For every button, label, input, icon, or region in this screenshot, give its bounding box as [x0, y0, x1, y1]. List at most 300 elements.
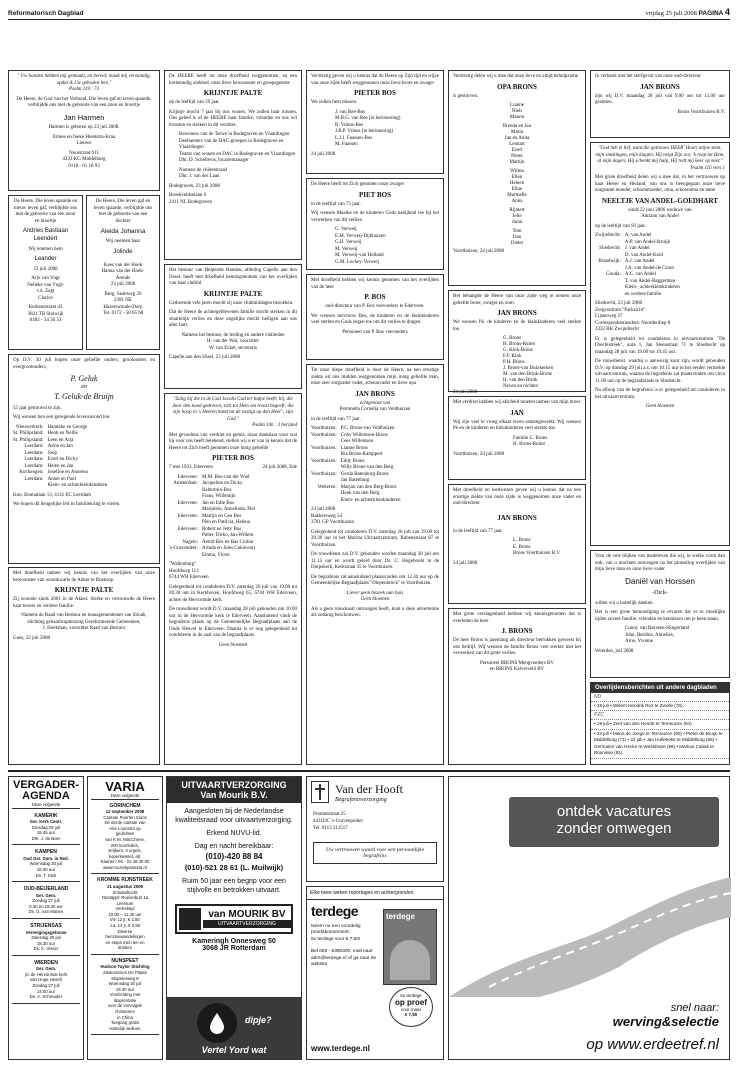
notice-text: De HEERE heeft tot onze droefheid weggenomen, na een kortstondig ziekbed, onze lieve bewoonster en groepsgenote — [169, 74, 297, 86]
ad-line: Erkend NUVU-lid. — [206, 829, 262, 837]
agenda-line: Oud Ger. Gem. in Ned. — [23, 855, 69, 861]
family-place: Leerdam: — [24, 463, 44, 469]
agenda-line: 10.00 – 11.30 uur — [108, 911, 142, 917]
body: De heer Brons is jarenlang als directeur betrokken geweest bij ons bedrijf. Wij wensen de familie Brons veel sterkte met het verwerken van dit grote verlies. — [453, 638, 581, 657]
place-date: Woerden, juli 2008 — [595, 648, 634, 654]
family-place: Amsterdam: — [173, 481, 198, 487]
ad-header — [307, 777, 443, 807]
family-name: Jan Batenburg — [340, 478, 370, 484]
spouse-name: Petronella Cornelia van Veldhuizen — [339, 407, 411, 413]
ad-address — [307, 807, 443, 836]
family-name: A.P. van Andel-Struijk — [624, 239, 671, 245]
address-line: 3821 TB Stolwijk — [27, 311, 64, 317]
call-intro: Wij noemen hem — [28, 246, 63, 252]
varia-title: VARIA — [105, 779, 145, 794]
notice-text: Met grote verslagenheid hebben wij kennisgenomen dat is overleden de heer — [453, 612, 581, 624]
agenda-line: Ds. G. van Manen — [28, 909, 64, 915]
family-name: Pien en Patricia, Helena — [201, 520, 250, 526]
signature: Brons Voorthuizen B.V. — [677, 109, 725, 115]
address — [13, 151, 155, 171]
ad-subtitle: Van Mourik B.V. — [200, 790, 268, 800]
bottom-divider — [8, 770, 730, 772]
address-line: 2411 NL Bodegraven — [169, 199, 212, 205]
drop-icon — [197, 1003, 237, 1043]
obituary-siloah — [8, 567, 160, 765]
signatures — [453, 436, 581, 449]
family-place: Zwijndrecht: — [595, 233, 621, 239]
meeting-agenda — [8, 776, 84, 1060]
list-line: Evert — [511, 148, 523, 154]
address-line: Broekveldselaan 6 — [169, 193, 207, 199]
spouse-intro: echtgenoot van — [359, 400, 391, 406]
sign-line: H. Brons-Ruiter — [513, 442, 546, 448]
list-line: P.H. Brons — [503, 360, 525, 366]
family-place: Ederveen: — [177, 474, 198, 480]
ad-body — [307, 922, 385, 971]
agenda-line: (in de Hervormde kerk — [24, 971, 68, 977]
agenda-sub: Deze volgende — [12, 802, 80, 809]
obituary-j-brons-staff — [448, 608, 586, 765]
sign-line: Bewoners van de Tarwe in Bodegraven en Vlaardingen — [179, 132, 290, 138]
family-name: J. van Andel — [624, 246, 650, 252]
agenda-place: KROMME RIJNSTREEK — [97, 877, 153, 884]
family-name: Marjolein, Annelinda, Piet — [201, 507, 255, 513]
family-name: Jacquelien en Dicky — [201, 481, 243, 487]
call-name: Jolinde — [113, 248, 133, 255]
family-line: E. Brons — [513, 544, 531, 550]
list-line: Rijmert — [509, 208, 525, 214]
family-line: M. Verweij — [335, 246, 358, 252]
erdee-url[interactable]: op www.erdeetref.nl — [586, 1036, 719, 1053]
info — [595, 301, 725, 334]
body-2: De rouwdienst zal D.V. gehouden worden maandag 28 juli om 11.15 uur en wordt geleid door Ds. C. Hogeboom in de Dorpskerk, Kerkstraat 35 te Voorthuizen. — [311, 552, 439, 571]
sign-line: Namens de cliëntenraad — [179, 167, 228, 173]
family-line: Hanna van der Hoek- — [101, 269, 145, 275]
family — [453, 336, 581, 390]
family-name: M.M. Bos-van der Wiel — [201, 474, 250, 480]
husband: Adriaan van Andel — [641, 214, 679, 220]
address-line: Tel. 0172 - 58 65 68 — [102, 311, 144, 317]
agenda-line: Diverse — [117, 928, 133, 934]
obituary-jan — [448, 396, 586, 480]
list-line: Jaran — [511, 220, 523, 226]
ad-footer — [167, 997, 301, 1059]
family-table — [311, 426, 400, 504]
body: Gelegenheid tot condoleren D.V. zaterdag 26 juli van 19.00 tot 20.30 uur in Kerkhoven, Hoofdweg 65, 6744 WH Ederveen, achter de Hervormde kerk. — [169, 584, 297, 603]
family-place: Leerdam: — [24, 476, 44, 482]
agenda-line: Leersum — [116, 900, 134, 906]
overview-item: • 19 juli • Willem Hendrik Ros te Zwolle (76). — [591, 702, 729, 711]
bible-ref: Psalm 116 vers 1 — [690, 165, 725, 171]
thanks-van-horssen — [590, 550, 730, 678]
bible-quote: " Uw handen hebben mij gemaakt, en bereid; maak mij verstandig, opdat ik Uw geboden lere." — [17, 74, 151, 86]
list-line: Ellen — [511, 175, 523, 181]
body-2: De rouwdienst, waarbij u aanwezig kunt zijn, wordt gehouden D.V. op dinsdag 29 juli a.s. om 10.15 uur in het eerder vermelde uitvaartcentrum, waarna de begrafenis zal plaatsvinden om circa 11.00 uur op de begraafplaats te Sliedrecht. — [595, 359, 725, 384]
deceased-name: JAN BRONS — [497, 309, 537, 317]
sign-line: Teams van wonen en DAC in Bodegraven en Vlaardingen — [179, 151, 296, 157]
family-name: Klein- en achterkleinkinderen — [340, 497, 401, 503]
agenda-line: over de vervolgde — [107, 1003, 143, 1009]
list-line: Jan en Anita — [504, 136, 530, 142]
agenda-line: Schuiteftocht — [112, 889, 138, 895]
list-line: Jelle — [512, 214, 522, 220]
ad-line: 6x terdege voor € 7,50! — [311, 936, 361, 942]
agenda-line: christenen — [115, 1009, 135, 1014]
family-name: Evert en Dicky — [47, 457, 78, 463]
ad-call: Dag en nacht bereikbaar: — [194, 843, 274, 851]
list-line: Sliedrecht, 23 juli 2008 — [595, 301, 642, 307]
agenda-item — [12, 960, 80, 1004]
agenda-line: Kaarten: 06 - 22 48 30 80 — [100, 859, 150, 865]
body-3: De begrafenis zal aansluitend plaatsvinden om 12.30 uur op de Gemeentelijke Begraafplaats "Diepenbrock" te Voorthuizen. — [311, 574, 439, 587]
family-line: G.M. Lockey-Verweij — [335, 259, 380, 265]
address-line: 0118 - 61 18 93 — [68, 163, 100, 169]
bible-ref: Psalm 119 : 73 — [68, 87, 100, 92]
family-place: Ederveen: — [177, 513, 198, 519]
address-line: Hoofdweg 113 — [169, 568, 199, 574]
deceased-name: JAN — [510, 408, 524, 417]
notice-text: De Heere, de God van het Verbond, Die leven gaf en leven spaarde, verblijdde ons met de geboorte van een zoon en broertje — [16, 96, 152, 108]
ad-title: UITVAARTVERZORGING — [181, 780, 287, 790]
agenda-place: WIERDEN — [34, 959, 58, 966]
list-line: Eline — [511, 187, 523, 193]
closing-notice-brons — [590, 70, 730, 138]
agenda-line: Ger. Gem. — [35, 892, 57, 898]
sign-1: Namens de Raad van Bestuur en managementteam van Siloah, stichting gehandicaptenzorg Gereformeerde Gemeenten, — [21, 613, 147, 625]
obituary-palte-tarwe — [164, 70, 302, 260]
age: in de leeftijd van 77 jaar. — [453, 528, 503, 534]
deceased-name: P. BOS — [364, 293, 386, 301]
agenda-place: NUNSPEET — [111, 957, 139, 964]
notice-text: Het bestuur van Helpende Handen, afdeling Capelle aan den IJssel, heeft met droefheid kennisgenomen van het overlijden van haar clublid — [169, 268, 297, 286]
list-line: Martnelle — [507, 193, 527, 199]
family-line: Arends — [115, 275, 131, 281]
agenda-line: Woensdag 30 juli — [29, 861, 63, 867]
logo-text — [203, 909, 291, 928]
body: Wij wensen Maaike en de kinderen Gods nabijheid toe bij het verwerken van dit verlies. — [311, 211, 439, 223]
family-place: Ederveen: — [177, 526, 198, 532]
company-name: Van der Hooft — [335, 781, 403, 796]
notice-text: Voor de vele blijken van medeleven die wij, in welke vorm dan ook, van u mochten ontvangen na het plotseling overlijden van mijn lieve man en onze lieve vader — [595, 554, 725, 572]
dead: is gestorven. — [453, 93, 479, 99]
obituary-piet-bos — [306, 178, 444, 270]
family-line: E.M. Verweij-Dijkhuizen — [335, 233, 386, 239]
obituary-palte-helpende-handen — [164, 264, 302, 389]
list-line: Niels — [511, 109, 523, 115]
deceased-name: KRIJNTJE PALTE — [54, 586, 114, 594]
body-2: Dat de Heere de achtergeblevenen familie mocht sterken in dit smartelijk verlies en deze ongelijke mocht heiligen aan ons aller hart. — [169, 310, 297, 329]
overview-title: Overlijdensberichten uit andere dagbladen — [591, 683, 729, 693]
sign-line: Dhr. D. Schellevis, locatiemanager — [179, 158, 249, 164]
body: Krijntje mocht 7 jaar bij ons wonen. We zullen haar missen. Ons gebed is of de HEERE haar familie, vrienden en ons wil troosten en sterken in dit verdriet. — [169, 109, 297, 128]
name-1: P. Geluk — [70, 374, 98, 383]
family-name: Jan en Edie Bos — [201, 500, 235, 506]
badge-line: voor maar — [400, 1007, 422, 1012]
deceased-name: PIETER BOS — [212, 454, 254, 462]
birth-date: 23 juli 2008 — [110, 282, 136, 288]
years: 55 jaar getrouwd te zijn. — [13, 405, 62, 411]
headline-1: ontdek vacatures — [556, 803, 672, 820]
child-name: Andries Bastiaan Leendert — [22, 228, 69, 242]
thanks: willen wij u hartelijk danken. — [595, 600, 654, 606]
agenda-line: Ds. T. Klok — [35, 872, 57, 878]
agenda-item — [91, 803, 159, 875]
child-name: Jan Harmen — [63, 112, 105, 122]
family-place: Voorthuizen: — [311, 445, 337, 451]
family-place: Voorthuizen: — [311, 471, 337, 477]
agenda-line: Woensdag 30 juli — [108, 981, 142, 987]
list-line: Dan — [512, 235, 522, 241]
family-name: Henk van den Berg — [340, 491, 380, 497]
place-date: Voorthuizen, 24 juli 2008 — [453, 451, 505, 457]
family-name: Willy Brons-van den Berg — [340, 465, 394, 471]
family-line: B. Vriens-Bos — [335, 122, 364, 128]
badge-line: € 7,50 — [404, 1012, 418, 1017]
family-row — [169, 481, 255, 488]
family-place: Sliedrecht: — [599, 246, 621, 252]
agenda-line: Dinsdag 29 juli — [31, 824, 61, 830]
body: Gedurende vele jaren mocht zij onze clubmiddagen bezoeken. — [169, 300, 294, 306]
family-line: Kees van der Hoek — [103, 262, 143, 268]
magazine-cover — [383, 909, 437, 985]
list-line: Lianne — [510, 103, 524, 109]
agenda-line: Hartelijk welkom — [109, 1025, 141, 1031]
widow-intro: sinds 22 juni 2006 weduwe van — [628, 207, 692, 213]
family-name: Klein-, achterkleinkinderen — [624, 285, 680, 291]
family — [311, 110, 439, 149]
section-pzc: PZC — [591, 711, 729, 720]
body: Zij woonde sinds 2001 in de Akker. Sterke en vertrouwde de Heere haar broers en verdere familie. — [13, 597, 155, 609]
obituary-neeltje — [590, 142, 730, 546]
ad-logo — [175, 904, 293, 934]
born: 7 mei 1933, Ederveen — [169, 465, 213, 471]
varia-sub: Deze volgende — [91, 793, 159, 800]
agenda-item — [12, 849, 80, 882]
sign-line: H. van der Wal, voorzitter — [207, 339, 259, 345]
family-line: Conny van Horssen-Slingerland — [625, 626, 690, 632]
agenda-line: 21 augustus 2008 — [107, 883, 143, 889]
miss: We zullen hem missen. — [311, 100, 358, 106]
family-name: Arinda en Jules Cukiewart — [201, 546, 256, 552]
logo-name: van MOURIK BV — [208, 909, 286, 921]
agenda-line: 19.30 uur — [36, 867, 56, 873]
family-place: Ederveen: — [177, 500, 198, 506]
family-name: P.C. Brons-van Veldhuizen — [340, 426, 395, 432]
agenda-line: drinken — [117, 945, 133, 951]
obituary-jan-brons-company — [448, 484, 586, 604]
family-name: Annet en Paul — [47, 476, 76, 482]
agenda-place: GORINCHEM — [109, 802, 141, 809]
notice-text: De Heere, Die leven spaarde en nieuw leven gaf, verblijdde ons met de geboorte van een zoon en broertje — [13, 199, 78, 224]
ad-body — [167, 803, 301, 900]
family-place: Wekeren: — [317, 484, 337, 490]
address-line: Hazerswoude-Dorp — [103, 304, 143, 310]
ad-phone-1: (010)-420 88 84 — [205, 851, 263, 861]
list-line: Lijsterweg 27 — [595, 314, 623, 320]
agenda-line: Opstappl: Roeienburt 1a — [101, 895, 149, 901]
family-name: Martijn en Gea Bos — [201, 513, 242, 519]
address-line: 2391 NE — [114, 298, 132, 304]
and: en — [81, 384, 87, 391]
ad-phone-2: (010)-521 28 61 (L. Muilwijk) — [184, 862, 284, 872]
grandchildren — [453, 103, 581, 247]
ad-van-der-hooft — [306, 776, 444, 882]
address-line: 4333 KG Middelburg — [62, 157, 106, 163]
died: 24 juli 2008, Ede — [262, 465, 297, 471]
list-line: Pieter — [511, 154, 523, 160]
family-line: L. Brons — [513, 538, 531, 544]
body-2: De rouwdienst wordt D.V. maandag 28 juli gehouden om 10.00 uur in de Hervormde kerk te Ederveen. Aansluitend vindt de begrafenis plaats op de Gemeentelijke Begraafplaats aan de Oude Heuvel te Ederveen. Daarna is er nog gelegenheid tot condoleren in de zaal van de begraafplaats. — [169, 607, 297, 639]
family-name: Adrie en Jan — [47, 444, 73, 450]
sign-line: W. van Eckel, secretaris — [209, 345, 257, 351]
family-line: Brons Voorthuizen B.V. — [513, 551, 561, 557]
agenda-place: KAMERIK — [34, 812, 58, 819]
dipje-text: dipje? — [245, 1015, 272, 1025]
list-line: Maria — [511, 130, 523, 136]
agenda-line: Vertrektijd — [115, 906, 135, 912]
date: 24 juli 2008 — [311, 151, 336, 157]
agenda-line: Dhr. J. de Boer — [31, 835, 61, 841]
badge-line: op proef — [395, 998, 427, 1007]
call-intro: Wij noemen haar — [105, 239, 141, 245]
other-papers-overview — [590, 682, 730, 765]
agenda-line: Zondag 27 juli — [32, 983, 60, 989]
list-line: Dieter — [510, 241, 524, 247]
deceased-name: JAN BRONS — [640, 82, 680, 91]
list-line: Neven en nichten — [503, 384, 538, 390]
family-name: J.A. van Andel-de Groot — [624, 265, 674, 271]
ad-van-mourik — [166, 776, 302, 1060]
address-line: "Wallenburg" — [169, 562, 197, 568]
body-3: Na afloop van de begrafenis is er gelegenheid tot condoleren in het uitvaartcentrum. — [595, 388, 725, 400]
sign-2: J. Hoekman, voorzitter Raad van Bestuur — [42, 626, 126, 632]
place-date: Goes, 22 juli 2008 — [13, 635, 50, 641]
request: Liever geen bezoek aan huis — [346, 590, 404, 596]
agenda-line: 12 september 2008 — [105, 809, 145, 815]
agenda-line: Ds. A. Schreuder — [29, 994, 63, 1000]
agenda-place: STRIJENSAS — [30, 923, 62, 930]
agenda-line: Arie Loonstra op — [109, 825, 141, 831]
child-name: Aleida Johanna — [100, 228, 146, 235]
notice-text: Met droefheid hebben wij kennis genomen van het overlijden van de heer — [311, 278, 439, 290]
agenda-line: diaprentatie — [113, 997, 137, 1003]
notice-text: Met droefheid namen wij kennis van het overlijden van onze bewoonster van woonlocatie de Akker te Boskoop — [13, 571, 155, 583]
call-name: Leander — [34, 256, 57, 263]
list-line: M. van den Brink-Brons — [503, 372, 552, 378]
deceased-name: JAN BRONS — [497, 513, 537, 522]
birth-notice-jan-harmen — [8, 70, 160, 191]
family-line: M. Verweij-van Holland — [335, 253, 384, 259]
birth-notice-andries — [8, 195, 83, 350]
family — [13, 276, 78, 302]
family-name: en verdere familie — [624, 291, 662, 297]
obituary-pieter-bos-siblings — [306, 70, 444, 174]
obituary-jan-brons-siblings — [448, 290, 586, 396]
family-line: John, Berdine, Annelies, — [625, 632, 675, 638]
ad-terdege — [306, 886, 444, 1060]
family-line: M. Faassen — [335, 142, 358, 148]
list-line: Brenda en Jan — [502, 124, 532, 130]
bible-quote: "God heb ik lief, want die getrouwe HEER' Hoort mijne stem, mijn smekingen, mijn klagen; Hij neigt Zijn oor, 'k roep tot Hem, al mijn dagen; Hij schenkt mij hulp, Hij redt mij keer op keer." — [595, 146, 725, 164]
body: Het is een grote bemoediging te ervaren dat er in moeilijke tijden zoveel familie, vrienden en kennissen om je heen staan. — [595, 610, 725, 622]
family-name: Lianne Brons — [340, 445, 368, 451]
family-line: M.R.G. van Ree (in herinnering) — [335, 116, 401, 122]
page-number: 4 — [724, 7, 730, 17]
agenda-line: Ger. Gem. — [35, 966, 57, 972]
page-label: PAGINA — [698, 10, 724, 17]
family-name: Frans, Willemijn — [201, 494, 236, 500]
company-sub: Begrafenisverzorging — [335, 796, 387, 803]
family-name: Josefine en Annerea — [47, 470, 88, 476]
terdege-url[interactable]: www.terdege.nl — [311, 1044, 370, 1053]
note: We hopen dit heugelijke feit in familiekring te vieren. — [13, 502, 121, 508]
sibling: Lieuwe — [76, 141, 92, 147]
obituary-opa-brons — [448, 70, 586, 286]
place-date: Voorthuizen, 24 juli 2008 — [453, 249, 505, 255]
notice-text: Met grote droefheid delen wij u mee dat, in het vertrouwen op haar Heere en Heiland, van ons is heengegaan onze lieve zorgzame moeder, schoonmoeder, oma, schoonoma en tante — [595, 175, 725, 193]
notice-text: Op D.V. 30 juli hopen onze geliefde ouders, grootouders en overgrootouders, — [13, 358, 155, 370]
family-row — [311, 426, 400, 433]
family-place: St. Philipsland: — [13, 431, 44, 437]
magazine-photo — [390, 940, 430, 980]
date: 24 juli 2008 — [311, 507, 336, 513]
agenda-line: Verenigingsgebouw — [25, 929, 67, 935]
deceased-name: Daniël van Horssen — [625, 576, 695, 586]
overview-item: • 19 juli • Zeel van den Hende te Terneuzen (94) — [591, 720, 729, 729]
paper-name: Reformatorisch Dagblad — [8, 10, 84, 17]
date: 24 juli 2008 — [453, 560, 478, 566]
magazine-title: terdege — [386, 912, 415, 921]
agenda-line: en stops met rien en — [105, 939, 145, 945]
family-name: Helen en Jan — [47, 463, 74, 469]
obituary-pieter-bos-family — [164, 393, 302, 765]
agenda-line: van K.M. MacChene. — [104, 836, 146, 842]
agenda-item — [12, 923, 80, 956]
footer-line-2: werving&selectie — [612, 1014, 719, 1029]
agenda-line: Hudson Taylor Stichting — [100, 964, 150, 970]
family-line: J.B.P. Vriens (in herinnering) — [335, 129, 394, 135]
agenda-line: De derde cantate van — [104, 820, 146, 826]
family-table — [595, 233, 680, 298]
obituary-p-bos-company — [306, 274, 444, 360]
ad-footer — [613, 1002, 719, 1029]
deceased-name: PIET BOS — [359, 190, 391, 199]
list-line: Manon — [509, 115, 525, 121]
family-line: v.d. Zugt — [36, 289, 55, 295]
agenda-item — [12, 813, 80, 846]
family-place: Voorthuizen: — [311, 432, 337, 438]
list-line: Lennart — [509, 142, 525, 148]
family-line: G. Verweij — [335, 227, 357, 233]
birth-line: Harmen is geboren op 23 juli 2008. — [48, 125, 120, 131]
family-place: Kockengen: — [19, 470, 44, 476]
terdege-logo: terdege — [311, 903, 359, 919]
family-name: Hanneke en George — [47, 424, 88, 430]
parents: Emiee en Ineke Hiemstra-Kraa — [52, 134, 116, 140]
family-name: Ria Brons-Kamppert — [340, 452, 383, 458]
signatures — [169, 132, 297, 181]
list-line: Martijn — [509, 160, 525, 166]
agenda-line: Zaalcentrum De Plaats — [103, 969, 147, 975]
family-name: Leen en Arja — [47, 437, 74, 443]
agenda-line: Ger. Kerk Centr. — [29, 819, 63, 825]
family-place: Nieuwerkerk: — [16, 424, 44, 430]
agenda-item — [91, 877, 159, 954]
deceased-name: J. BRONS — [501, 627, 533, 635]
family-place: Leerdam: — [24, 444, 44, 450]
address-line: Kerkensstraat 43 — [28, 305, 63, 311]
agenda-line: 200 koorleden, — [110, 842, 140, 848]
